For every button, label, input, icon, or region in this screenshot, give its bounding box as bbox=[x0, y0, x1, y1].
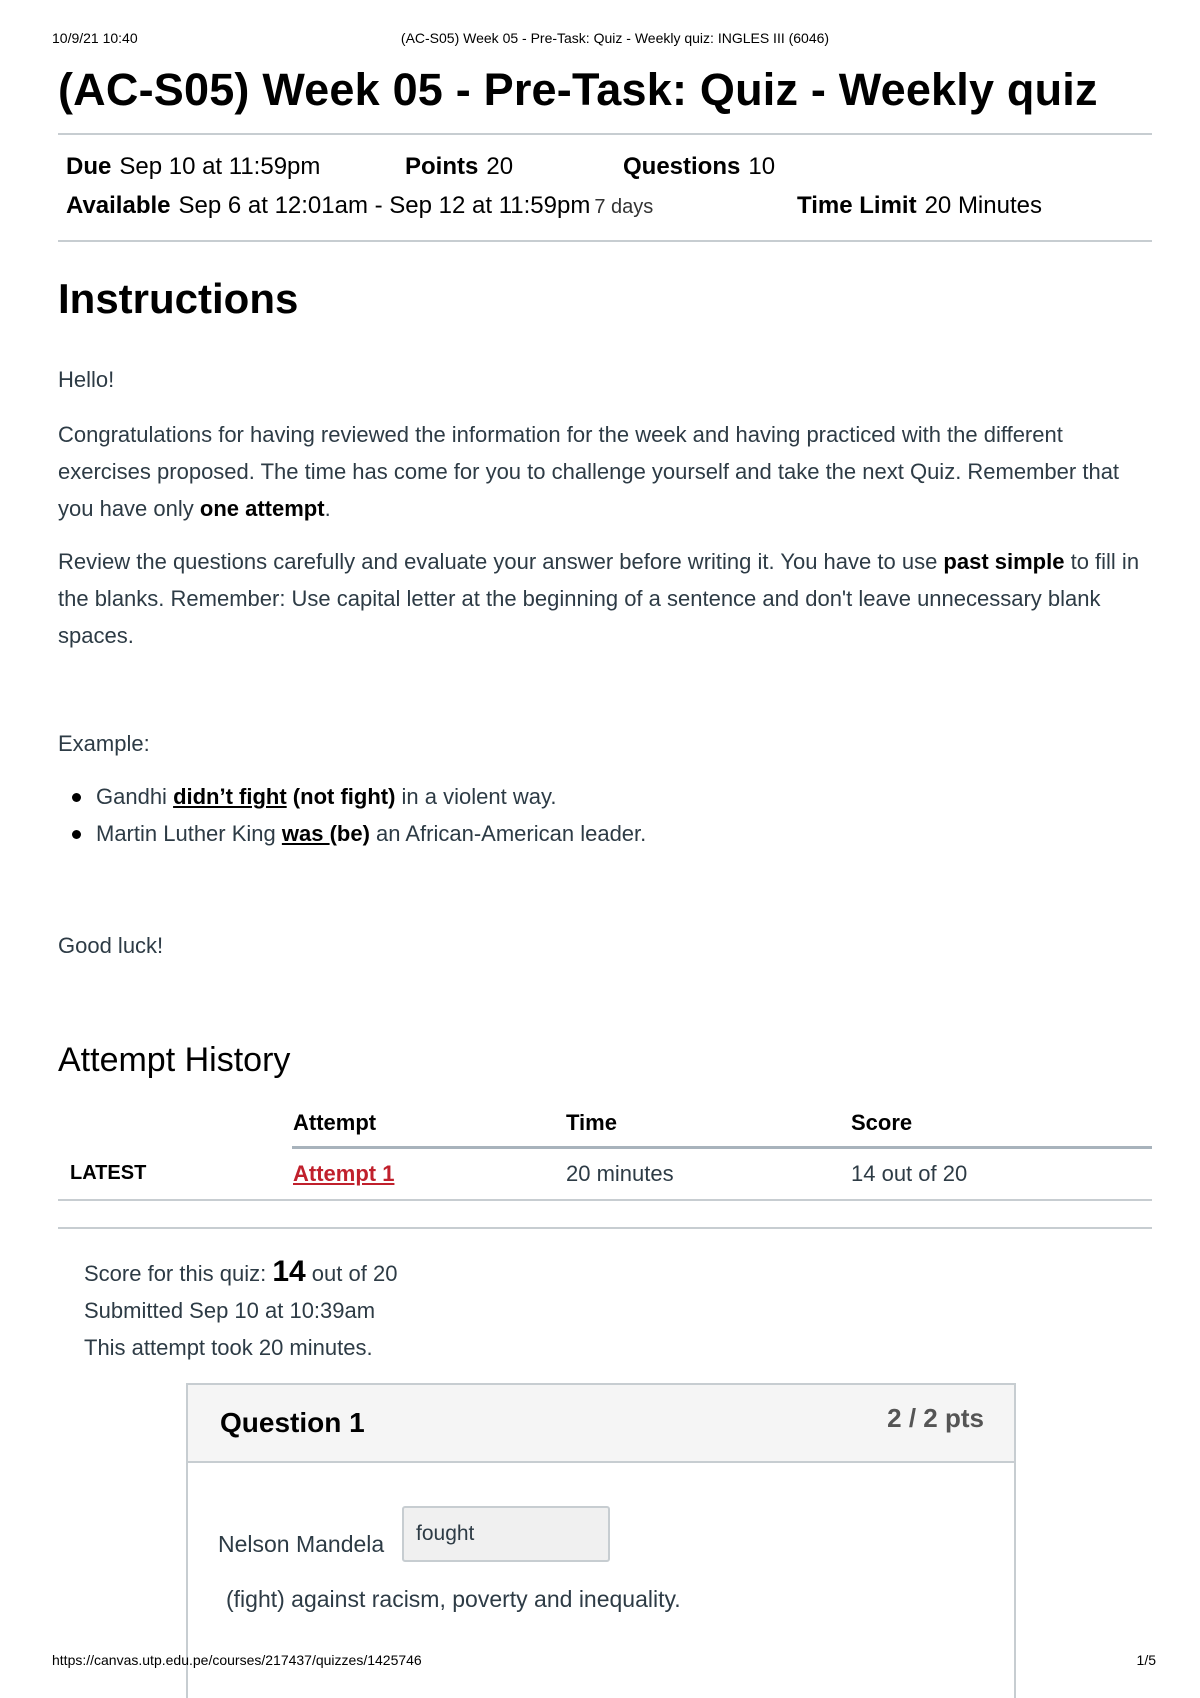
attempt-history-table bbox=[58, 1100, 1152, 1201]
question-rest: (fight) against racism, poverty and inequality. bbox=[226, 1586, 681, 1612]
quiz-details-row-1 bbox=[66, 153, 320, 181]
column-header: Score bbox=[850, 1100, 1152, 1148]
table-row bbox=[58, 1148, 1152, 1201]
print-datetime: 10/9/21 10:40 bbox=[52, 30, 138, 46]
questions-value: 10 bbox=[748, 153, 776, 180]
available-detail bbox=[66, 192, 653, 220]
attempt-history-heading: Attempt History bbox=[58, 1041, 291, 1079]
list-item: Gandhi didn’t fight (not fight) in a violent way. bbox=[96, 778, 646, 815]
question-points: 2 / 2 pts bbox=[887, 1403, 984, 1433]
due-label: Due bbox=[66, 153, 112, 180]
print-page-number: 1/5 bbox=[1136, 1652, 1156, 1668]
due-value: Sep 10 at 11:59pm bbox=[119, 153, 321, 180]
example-list bbox=[58, 778, 646, 852]
print-doc-title: (AC-S05) Week 05 - Pre-Task: Quiz - Weekly quiz: INGLES III (6046) bbox=[400, 30, 830, 46]
questions-detail bbox=[623, 153, 775, 181]
divider bbox=[58, 133, 1152, 135]
time-limit-detail bbox=[797, 192, 1042, 220]
score-cell: 14 out of 20 bbox=[850, 1148, 1152, 1201]
closing-text: Good luck! bbox=[58, 933, 164, 958]
question-header bbox=[188, 1385, 1014, 1463]
attempt-link[interactable]: Attempt 1 bbox=[293, 1161, 395, 1186]
available-label: Available bbox=[66, 192, 171, 219]
attempt-cell bbox=[292, 1148, 565, 1201]
time-limit-value: 20 Minutes bbox=[924, 192, 1042, 219]
question-title: Question 1 bbox=[220, 1407, 365, 1438]
instructions-paragraph-1: Congratulations for having reviewed the information for the week and having practiced with the different exercises proposed. The time has come for you to challenge yourself and take the next Quiz. Remember that you have only one attempt. bbox=[58, 422, 1120, 521]
latest-label: LATEST bbox=[58, 1148, 292, 1201]
column-header bbox=[58, 1100, 292, 1148]
question-prefix: Nelson Mandela bbox=[218, 1531, 385, 1557]
score-value: 14 bbox=[272, 1255, 306, 1288]
divider bbox=[58, 240, 1152, 242]
instructions-paragraph-2: Review the questions carefully and evaluate your answer before writing it. You have to use past simple to fill in the blanks. Remember: Use capital letter at the beginning of a sentence and don't leave unnecessary blank spaces. bbox=[58, 549, 1140, 648]
points-label: Points bbox=[405, 153, 479, 180]
time-limit-label: Time Limit bbox=[797, 192, 917, 219]
column-header: Time bbox=[565, 1100, 850, 1148]
greeting-text: Hello! bbox=[58, 367, 115, 392]
example-label: Example: bbox=[58, 731, 150, 756]
print-url: https://canvas.utp.edu.pe/courses/217437/quizzes/1425746 bbox=[52, 1652, 422, 1668]
quiz-summary bbox=[84, 1253, 397, 1366]
available-value: Sep 6 at 12:01am - Sep 12 at 11:59pm bbox=[178, 192, 591, 219]
questions-label: Questions bbox=[623, 153, 741, 180]
duration-text: This attempt took 20 minutes. bbox=[84, 1335, 373, 1360]
time-cell: 20 minutes bbox=[565, 1148, 850, 1201]
points-value: 20 bbox=[486, 153, 514, 180]
submitted-text: Submitted Sep 10 at 10:39am bbox=[84, 1298, 376, 1323]
question-card bbox=[186, 1383, 1016, 1698]
available-days: 7 days bbox=[594, 196, 654, 218]
column-header: Attempt bbox=[292, 1100, 565, 1148]
divider bbox=[58, 1227, 1152, 1229]
score-summary: Score for this quiz: 14 out of 20 bbox=[84, 1255, 398, 1288]
table-header-row bbox=[58, 1100, 1152, 1148]
answer-field[interactable]: fought bbox=[402, 1506, 610, 1562]
page-title: (AC-S05) Week 05 - Pre-Task: Quiz - Weekly quiz bbox=[58, 64, 1098, 115]
points-detail bbox=[405, 153, 513, 181]
instructions-heading: Instructions bbox=[58, 275, 299, 322]
list-item: Martin Luther King was (be) an African-American leader. bbox=[96, 815, 646, 852]
